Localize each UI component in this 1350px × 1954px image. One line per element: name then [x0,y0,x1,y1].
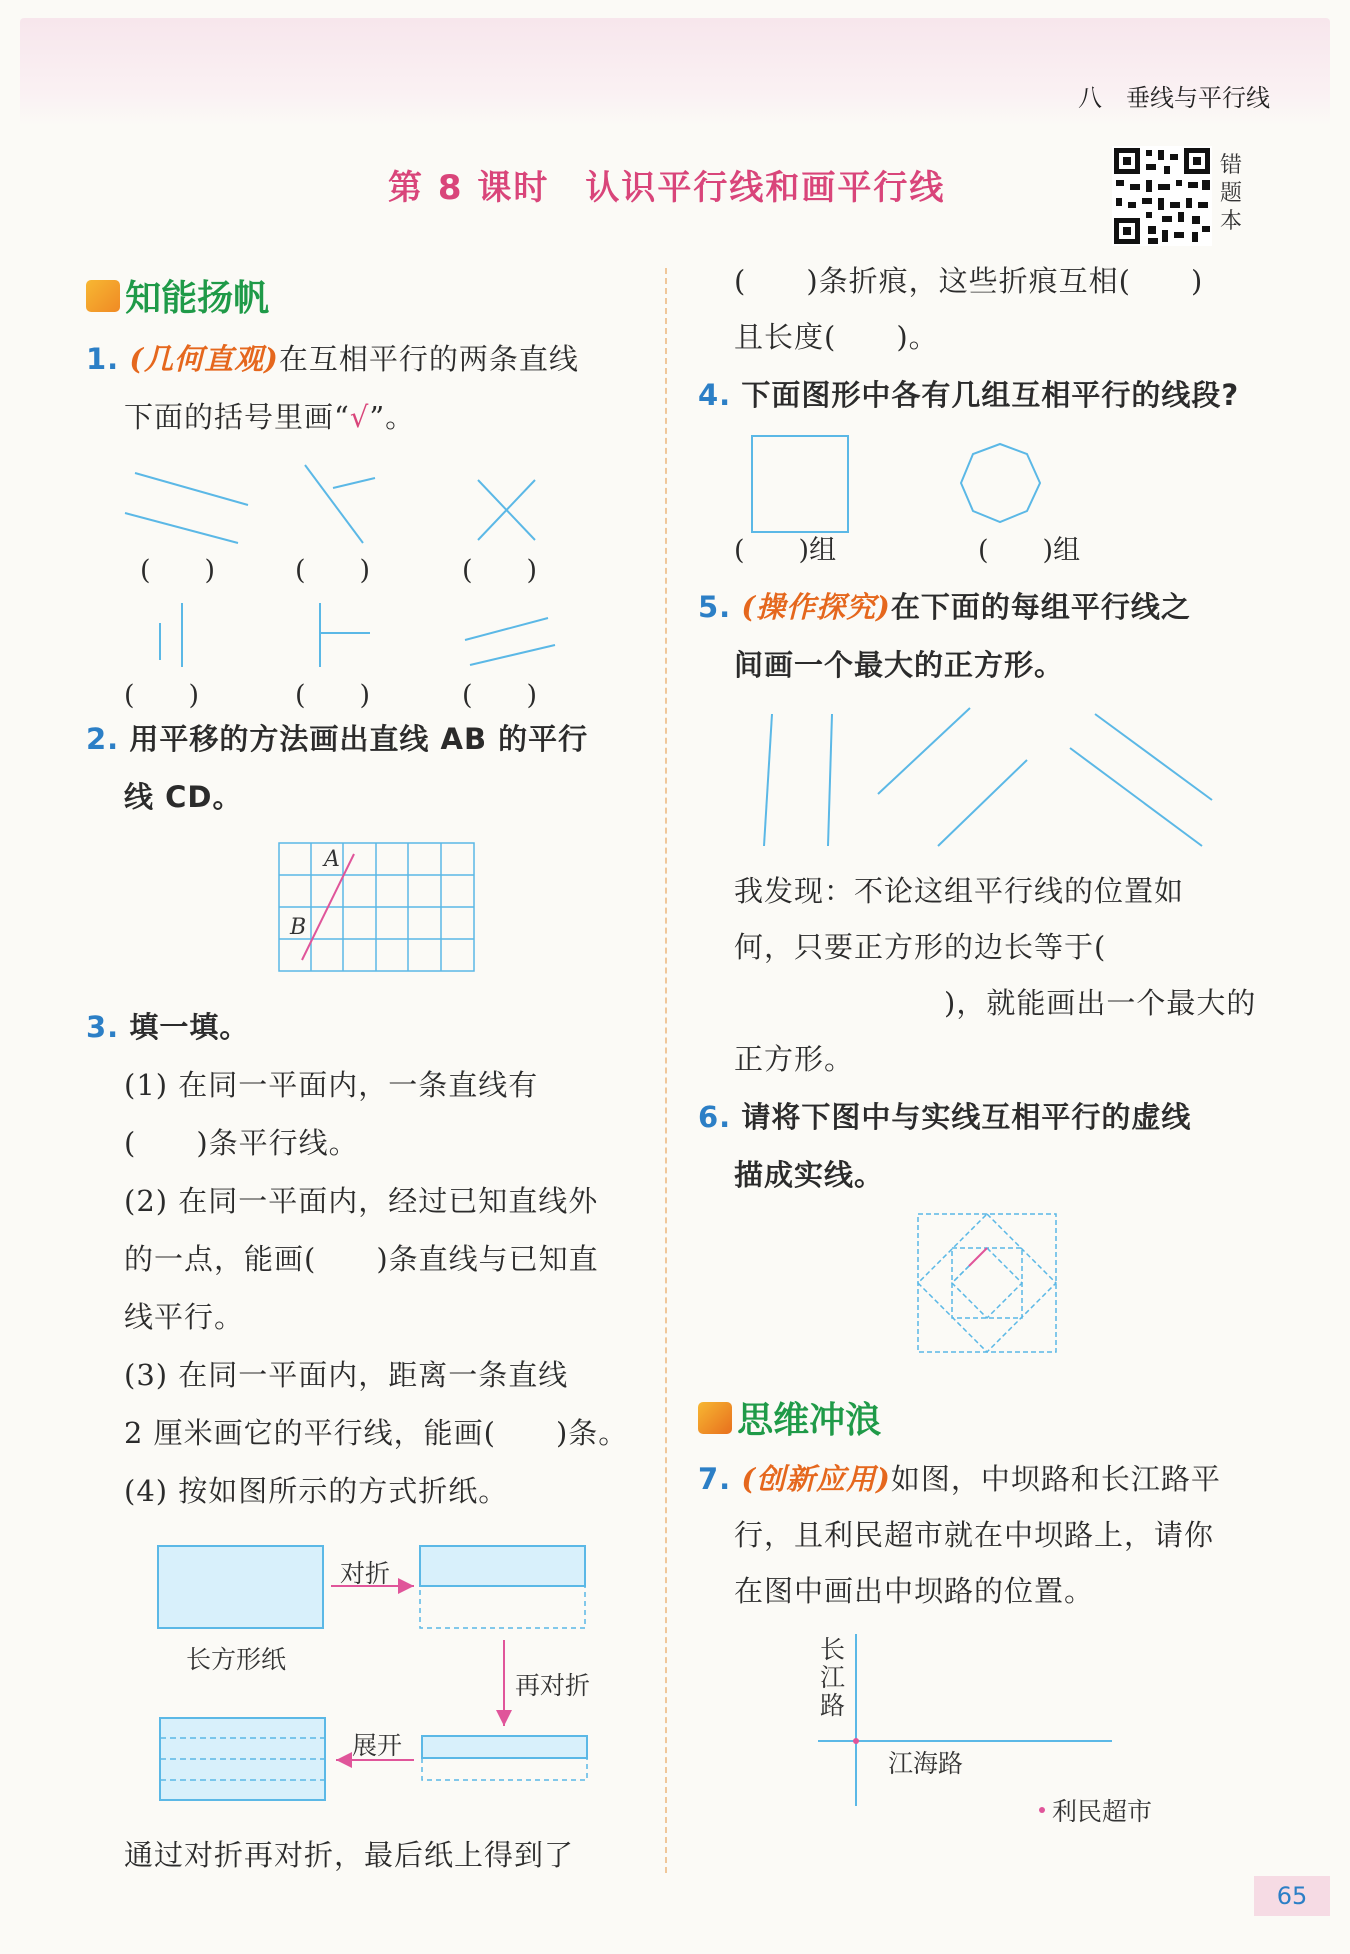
octagon-shape [961,444,1040,522]
q5-find2: 何，只要正方形的边长等于( [734,930,1107,964]
q1-blank-5[interactable]: ( ) [295,680,371,711]
q1-fig6-line-a [465,618,548,640]
q3-p2a: (2) 在同一平面内，经过已知直线外 [124,1184,599,1218]
q5-line2: 间画一个最大的正方形。 [734,648,1065,682]
q2-line1: 2. 用平移的方法画出直线 AB 的平行 [86,722,589,756]
sail-icon [86,280,120,312]
q3-p2b: 的一点，能画( )条直线与已知直 [124,1242,599,1276]
q1-blank-6[interactable]: ( ) [462,680,538,711]
q3-p1a: (1) 在同一平面内，一条直线有 [124,1068,539,1102]
q3-end1: 通过对折再对折，最后纸上得到了 [124,1838,575,1872]
q2-line2: 线 CD。 [124,780,243,814]
q7-line1: 7. (创新应用)如图，中坝路和长江路平 [698,1462,1221,1496]
solid-line [969,1248,987,1266]
q2-grid[interactable] [278,842,478,974]
q5-line1: 5. (操作探究)在下面的每组平行线之 [698,590,1191,624]
q3-p3b: 2 厘米画它的平行线，能画( )条。 [124,1416,629,1450]
changjiang-road-label: 长江路 [820,1635,846,1720]
q7-line3: 在图中画出中坝路的位置。 [734,1574,1095,1608]
q5-parallel-pairs[interactable] [750,702,1230,857]
q1-blank-2[interactable]: ( ) [295,555,371,586]
q5-find3: )，就能画出一个最大的 [734,986,1257,1020]
jianghai-road-label: 江海路 [888,1749,964,1778]
q1-line2: 下面的括号里画“√”。 [124,400,416,434]
q1-fig1-line-b [125,513,238,543]
q1-line1: 1. (几何直观)在互相平行的两条直线 [86,342,579,376]
q3-p4: (4) 按如图所示的方式折纸。 [124,1474,509,1508]
q5-find4: 正方形。 [734,1042,855,1076]
label-b: B [290,915,307,940]
label-a: A [324,847,340,872]
q1-fig1-line-a [135,473,248,505]
q7-line2: 行，且利民超市就在中坝路上，请你 [734,1518,1215,1552]
q3-title: 3. 填一填。 [86,1010,250,1044]
column-divider [665,268,667,1873]
fold-label: 对折 [340,1559,391,1588]
shop-label: 利民超市 [1052,1797,1153,1826]
shop-point [1039,1807,1045,1813]
q4-text: 4. 下面图形中各有几组互相平行的线段? [698,378,1240,412]
q3-p3a: (3) 在同一平面内，距离一条直线 [124,1358,569,1392]
q3-end2: ( )条折痕，这些折痕互相( ) [734,264,1204,298]
section-head-1: 知能扬帆 [86,270,269,321]
q3-p1b: ( )条平行线。 [124,1126,359,1160]
paper-label: 长方形纸 [186,1645,287,1674]
q5-find1: 我发现：不论这组平行线的位置如 [734,874,1185,908]
q6-line2: 描成实线。 [734,1158,885,1192]
q1-blank-4[interactable]: ( ) [124,680,200,711]
q1-blank-1[interactable]: ( ) [140,555,216,586]
q4-shapes [740,428,1100,540]
rectangle-paper [158,1546,323,1628]
q3-end3: 且长度( )。 [734,320,939,354]
unfold-label: 展开 [352,1731,403,1760]
wave-icon [698,1402,732,1434]
q1-fig6-line-b [470,645,555,665]
fold-again-label: 再对折 [515,1671,591,1700]
q4-blank-2[interactable]: ( )组 [978,535,1081,566]
section-head-2: 思维冲浪 [698,1392,881,1443]
q6-nested-squares[interactable] [916,1212,1060,1356]
chapter-title: 八 垂线与平行线 [1078,84,1270,112]
wrong-questions-label: 错 题 本 [1220,153,1243,234]
qr-code-icon[interactable] [1112,146,1212,246]
lesson-title: 第 8 课时 认识平行线和画平行线 [388,168,946,208]
q1-blank-3[interactable]: ( ) [462,555,538,586]
q1-fig2-line-a [305,465,363,543]
q4-blank-1[interactable]: ( )组 [734,535,837,566]
q7-map[interactable] [810,1630,1140,1810]
q6-line1: 6. 请将下图中与实线互相平行的虚线 [698,1100,1192,1134]
page-number: 65 [1254,1876,1330,1916]
square-shape [752,436,848,532]
q3-p2c: 线平行。 [124,1300,245,1334]
q1-fig2-line-b [333,478,375,488]
